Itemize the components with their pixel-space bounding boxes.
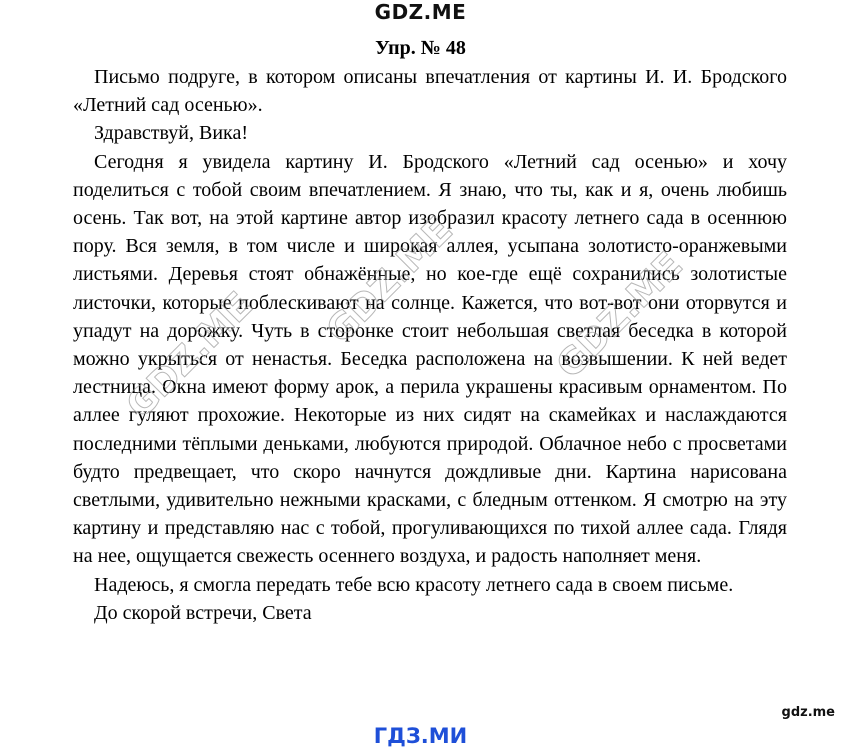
watermark: GDZ.ME xyxy=(318,209,461,352)
paragraph-intro: Письмо подруге, в котором описаны впечатления от картины И. И. Бродского «Летний сад осенью». xyxy=(73,66,787,117)
paragraph-signature: До скорой встречи, Света xyxy=(94,601,312,624)
paragraph-body: Сегодня я увидела картину И. Бродского «Летний сад осенью» и хочу поделиться с тобой своим впечатлением. Я знаю, что ты, как и я, очень любишь осень. Так вот, на этой картине автор изобразил красоту летнего сада в осеннюю пору. Вся земля, в том числе и широкая аллея, усыпана золотисто-оранжевыми листьями. Деревья стоят обнажённые, но кое-где ещё сохранились золотистые листочки, которые поблескивают на солнце. Кажется, что вот-вот они оторвутся и упадут на дорожку. Чуть в сторонке стоит небольшая светлая беседка в которой можно укрыться от ненастья. Беседка расположена на возвышении. К ней ведет лестница. Окна имеют форму арок, а перила украшены красивым орнаментом. По аллее гуляют прохожие. Некоторые из них сидят на скамейках и наслаждаются последними тёплыми деньками, любуются природой. Облачное небо с просветами будто предвещает, что скоро начнутся дождливые дни. Картина нарисована светлыми, удивительно нежными красками, с бледным оттенком. Я смотрю на эту картину и представляю нас с тобой, прогуливающихся по тихой аллее сада. Глядя на нее, ощущается свежесть осеннего воздуха, и радость наполняет меня. xyxy=(73,150,787,568)
bottom-site-mark: ГДЗ.МИ xyxy=(373,724,468,748)
paragraph-closing: Надеюсь, я смогла передать тебе всю красоту летнего сада в своем письме. xyxy=(94,573,734,596)
site-logo: GDZ.ME xyxy=(374,0,467,24)
corner-site-mark: gdz.me xyxy=(781,705,835,720)
exercise-title: Упр. № 48 xyxy=(375,37,466,59)
letter-text xyxy=(73,63,787,627)
watermark: GDZ.ME xyxy=(118,284,261,427)
watermark: GDZ.ME xyxy=(548,244,691,387)
paragraph-greeting: Здравствуй, Вика! xyxy=(94,122,248,145)
